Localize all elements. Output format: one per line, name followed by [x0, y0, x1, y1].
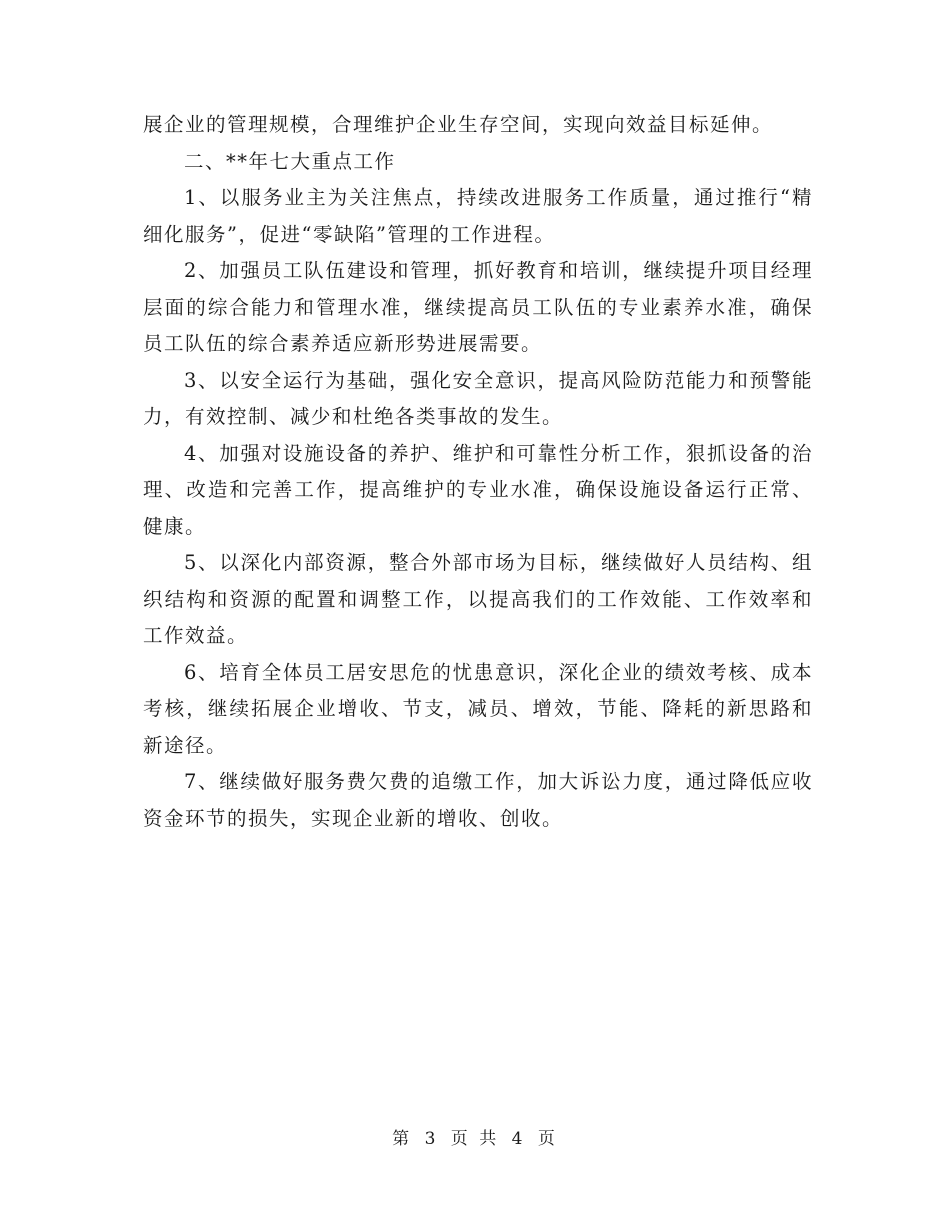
paragraph-item-3: 3、以安全运行为基础，强化安全意识，提高风险防范能力和预警能力，有效控制、减少和杜绝各类事故的发生。: [143, 368, 813, 428]
paragraph-continuation: 展企业的管理规模，合理维护企业生存空间，实现向效益目标延伸。: [143, 113, 774, 136]
page-footer: [0, 1124, 950, 1149]
total-pages-number: 4: [511, 1129, 526, 1149]
footer-middle: 页 共: [450, 1129, 500, 1149]
section-heading: 二、**年七大重点工作: [183, 149, 396, 173]
document-body: [143, 107, 813, 837]
footer-prefix: 第: [392, 1129, 413, 1149]
paragraph-item-2: 2、加强员工队伍建设和管理，抓好教育和培训，继续提升项目经理层面的综合能力和管理水准，继续提高员工队伍的专业素养水准，确保员工队伍的综合素养适应新形势进展需要。: [143, 259, 813, 355]
paragraph-item-7: 7、继续做好服务费欠费的追缴工作，加大诉讼力度，通过降低应收资金环节的损失，实现企业新的增收、创收。: [143, 770, 813, 830]
paragraph-item-1: 1、以服务业主为关注焦点，持续改进服务工作质量，通过推行“精细化服务”，促进“零缺陷”管理的工作进程。: [143, 186, 813, 246]
footer-suffix: 页: [537, 1129, 558, 1149]
paragraph-item-6: 6、培育全体员工居安思危的忧患意识，深化企业的绩效考核、成本考核，继续拓展企业增收、节支，减员、增效，节能、降耗的新思路和新途径。: [143, 660, 813, 757]
paragraph-item-5: 5、以深化内部资源，整合外部市场为目标，继续做好人员结构、组织结构和资源的配置和调整工作，以提高我们的工作效能、工作效率和工作效益。: [143, 551, 813, 647]
paragraph-item-4: 4、加强对设施设备的养护、维护和可靠性分析工作，狠抓设备的治理、改造和完善工作，提高维护的专业水准，确保设施设备运行正常、健康。: [143, 441, 813, 538]
current-page-number: 3: [424, 1129, 439, 1149]
